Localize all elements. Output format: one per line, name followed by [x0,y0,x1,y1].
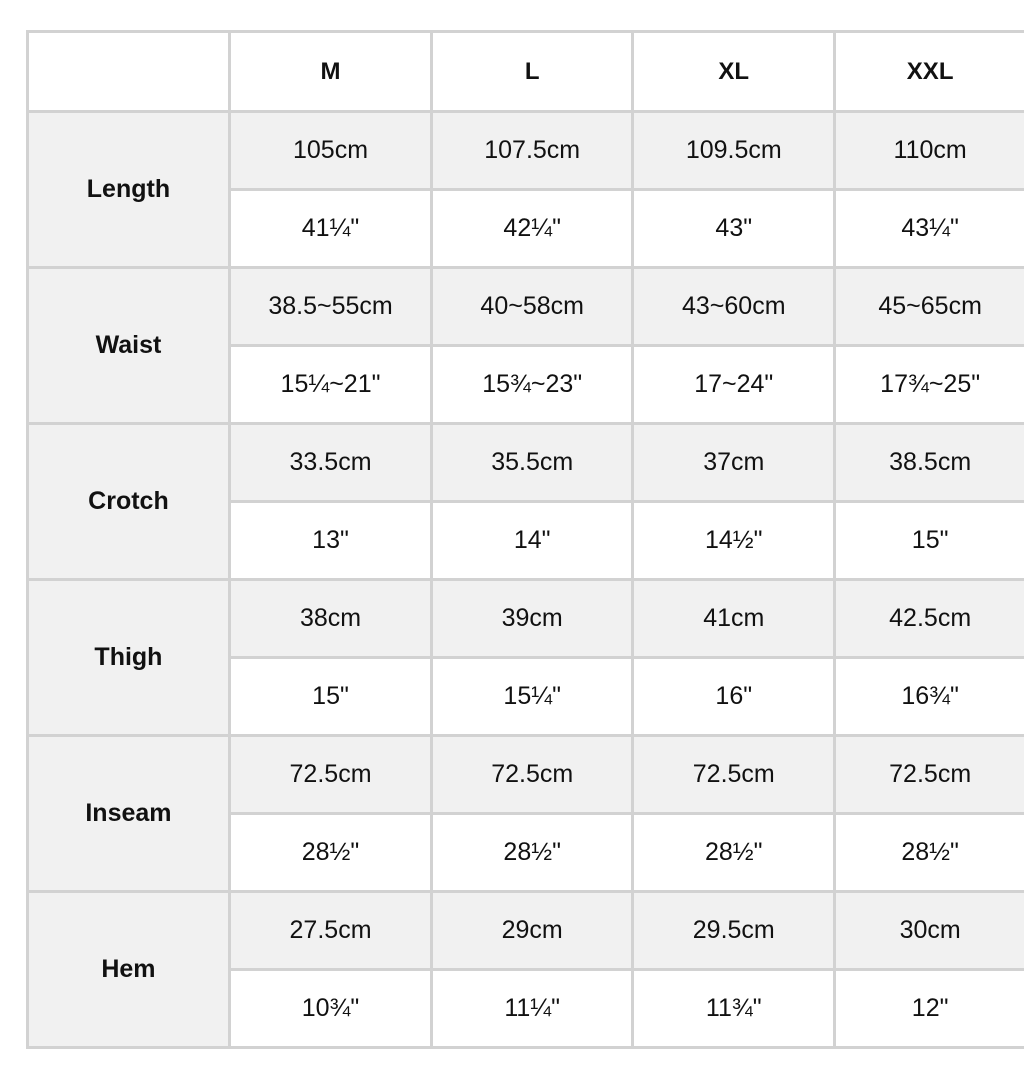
length-inch-l: 42¼" [432,190,633,268]
crotch-inch-m: 13" [229,502,431,580]
hem-cm-row [28,892,1024,970]
crotch-inch-l: 14" [432,502,633,580]
hem-cm-xxl: 30cm [835,892,1024,970]
length-inch-xxl: 43¼" [835,190,1024,268]
length-cm-l: 107.5cm [432,112,633,190]
inseam-inch-xl: 28½" [633,814,835,892]
waist-inch-l: 15¾~23" [432,346,633,424]
length-cm-xxl: 110cm [835,112,1024,190]
inseam-inch-l: 28½" [432,814,633,892]
crotch-label: Crotch [28,424,230,580]
hem-inch-l: 11¼" [432,970,633,1048]
inseam-inch-m: 28½" [229,814,431,892]
thigh-cm-xl: 41cm [633,580,835,658]
crotch-cm-l: 35.5cm [432,424,633,502]
thigh-inch-l: 15¼" [432,658,633,736]
waist-cm-m: 38.5~55cm [229,268,431,346]
thigh-cm-row [28,580,1024,658]
length-inch-xl: 43" [633,190,835,268]
hem-label: Hem [28,892,230,1048]
crotch-cm-xxl: 38.5cm [835,424,1024,502]
hem-cm-m: 27.5cm [229,892,431,970]
crotch-cm-m: 33.5cm [229,424,431,502]
waist-cm-row [28,268,1024,346]
waist-cm-xxl: 45~65cm [835,268,1024,346]
size-header-xxl: XXL [835,32,1024,112]
waist-inch-xl: 17~24" [633,346,835,424]
length-label: Length [28,112,230,268]
inseam-cm-row [28,736,1024,814]
waist-inch-m: 15¼~21" [229,346,431,424]
waist-inch-xxl: 17¾~25" [835,346,1024,424]
crotch-cm-xl: 37cm [633,424,835,502]
hem-inch-xl: 11¾" [633,970,835,1048]
inseam-label: Inseam [28,736,230,892]
inseam-cm-xl: 72.5cm [633,736,835,814]
size-header-m: M [229,32,431,112]
length-cm-row [28,112,1024,190]
inseam-inch-xxl: 28½" [835,814,1024,892]
hem-cm-xl: 29.5cm [633,892,835,970]
thigh-cm-xxl: 42.5cm [835,580,1024,658]
crotch-inch-xl: 14½" [633,502,835,580]
thigh-inch-m: 15" [229,658,431,736]
waist-label: Waist [28,268,230,424]
thigh-label: Thigh [28,580,230,736]
thigh-inch-xxl: 16¾" [835,658,1024,736]
crotch-cm-row [28,424,1024,502]
length-inch-m: 41¼" [229,190,431,268]
size-header-l: L [432,32,633,112]
inseam-cm-l: 72.5cm [432,736,633,814]
hem-inch-xxl: 12" [835,970,1024,1048]
size-header-xl: XL [633,32,835,112]
waist-cm-l: 40~58cm [432,268,633,346]
size-header-row [28,32,1024,112]
corner-cell [28,32,230,112]
thigh-cm-l: 39cm [432,580,633,658]
length-cm-xl: 109.5cm [633,112,835,190]
hem-inch-m: 10¾" [229,970,431,1048]
waist-cm-xl: 43~60cm [633,268,835,346]
length-cm-m: 105cm [229,112,431,190]
thigh-cm-m: 38cm [229,580,431,658]
hem-cm-l: 29cm [432,892,633,970]
inseam-cm-xxl: 72.5cm [835,736,1024,814]
size-chart-table [26,30,1024,1049]
crotch-inch-xxl: 15" [835,502,1024,580]
thigh-inch-xl: 16" [633,658,835,736]
inseam-cm-m: 72.5cm [229,736,431,814]
